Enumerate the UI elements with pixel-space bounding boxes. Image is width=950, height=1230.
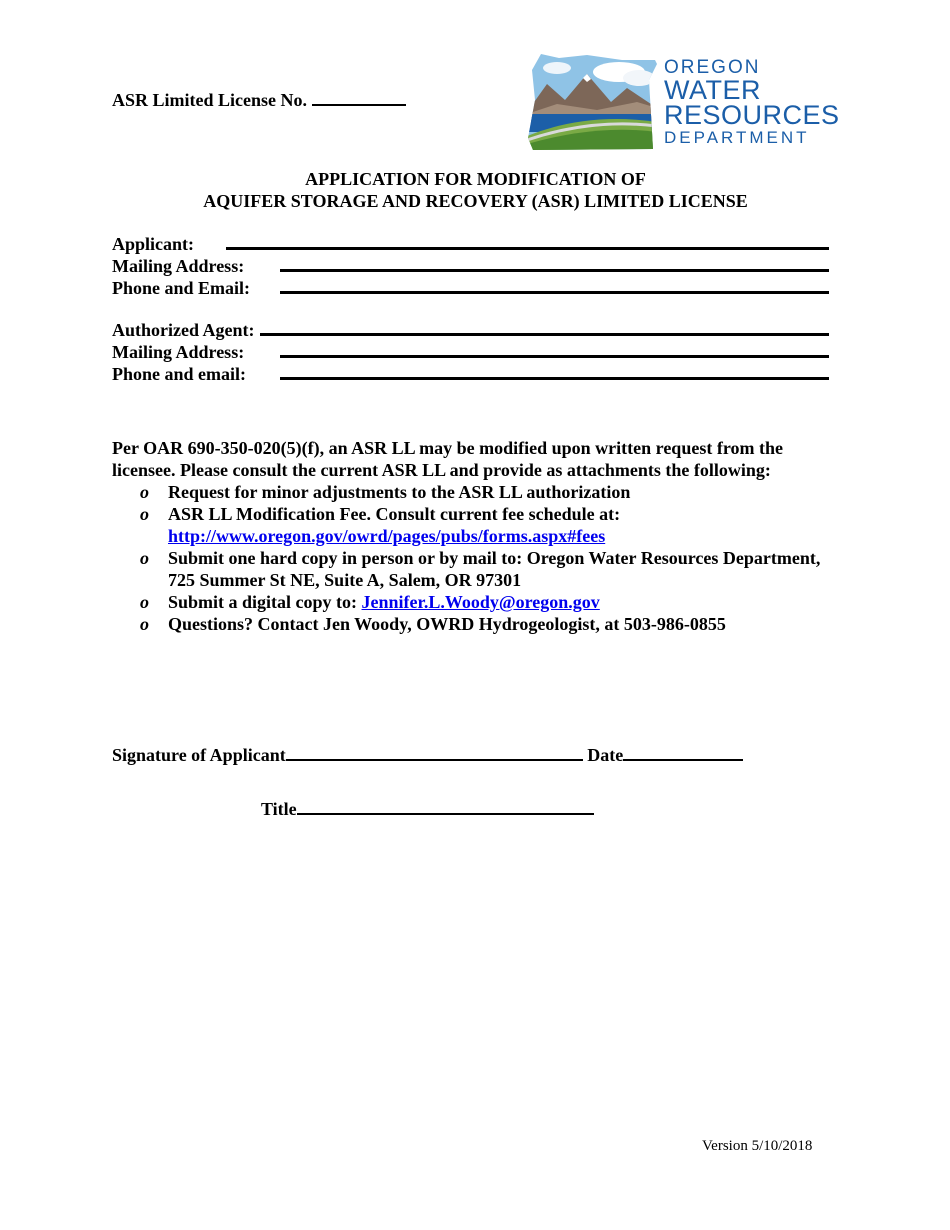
agent-mailing-address-label: Mailing Address: bbox=[112, 342, 245, 362]
logo-line-resources: RESOURCES bbox=[664, 100, 840, 130]
bullet-marker: o bbox=[140, 482, 149, 502]
title-input-line[interactable] bbox=[297, 799, 594, 815]
list-item bbox=[140, 547, 840, 591]
license-number-field bbox=[112, 89, 406, 111]
bullet-text: Submit a digital copy to: bbox=[168, 592, 362, 612]
logo-line-oregon: OREGON bbox=[664, 57, 761, 78]
logo-line-department: DEPARTMENT bbox=[664, 128, 810, 147]
list-item bbox=[140, 591, 840, 613]
list-item bbox=[140, 481, 840, 503]
license-number-blank[interactable] bbox=[312, 90, 406, 106]
logo-line-water: WATER bbox=[664, 75, 761, 105]
bullet-text: ASR LL Modification Fee. Consult current fee schedule at: bbox=[168, 504, 621, 524]
signature-label: Signature of Applicant bbox=[112, 745, 286, 765]
bullet-text: Questions? Contact Jen Woody, OWRD Hydrogeologist, at 503-986-0855 bbox=[168, 614, 726, 634]
title-label: Title bbox=[261, 799, 297, 819]
oregon-state-landscape-icon bbox=[527, 52, 657, 152]
applicant-mailing-address-label: Mailing Address: bbox=[112, 256, 245, 276]
applicant-phone-email-label: Phone and Email: bbox=[112, 278, 251, 298]
list-item bbox=[140, 503, 840, 547]
owrd-logo bbox=[527, 52, 840, 152]
applicant-label: Applicant: bbox=[112, 234, 195, 254]
license-number-label: ASR Limited License No. bbox=[112, 90, 307, 110]
email-link[interactable]: Jennifer.L.Woody@oregon.gov bbox=[361, 592, 600, 612]
applicant-phone-email-input-line[interactable] bbox=[280, 291, 829, 294]
agent-phone-email-label: Phone and email: bbox=[112, 364, 247, 384]
bullet-text: Submit one hard copy in person or by mail to: Oregon Water Resources Department, 725 Summer St NE, Suite A, Salem, OR 97301 bbox=[168, 548, 821, 590]
agent-phone-email-input-line[interactable] bbox=[280, 377, 829, 380]
list-item bbox=[140, 613, 840, 635]
bullet-marker: o bbox=[140, 548, 149, 568]
applicant-input-line[interactable] bbox=[226, 247, 829, 250]
bullet-text: Request for minor adjustments to the ASR LL authorization bbox=[168, 482, 631, 502]
date-label: Date bbox=[587, 745, 624, 765]
agent-mailing-address-input-line[interactable] bbox=[280, 355, 829, 358]
fee-schedule-link[interactable]: http://www.oregon.gov/owrd/pages/pubs/forms.aspx#fees bbox=[168, 526, 606, 546]
title-line-2: AQUIFER STORAGE AND RECOVERY (ASR) LIMITED LICENSE bbox=[203, 191, 748, 211]
authorized-agent-input-line[interactable] bbox=[260, 333, 829, 336]
title-row bbox=[261, 798, 594, 820]
instructions-intro: Per OAR 690-350-020(5)(f), an ASR LL may be modified upon written request from the licensee. Please consult the current ASR LL and provide as attachments the following: bbox=[112, 438, 783, 480]
title-line-1: APPLICATION FOR MODIFICATION OF bbox=[305, 169, 646, 189]
signature-row bbox=[112, 744, 743, 766]
date-input-line[interactable] bbox=[623, 745, 743, 761]
bullet-marker: o bbox=[140, 504, 149, 524]
applicant-mailing-address-input-line[interactable] bbox=[280, 269, 829, 272]
authorized-agent-label: Authorized Agent: bbox=[112, 320, 255, 340]
bullet-marker: o bbox=[140, 614, 149, 634]
version-text: Version 5/10/2018 bbox=[702, 1138, 813, 1154]
logo-wordmark bbox=[664, 58, 840, 148]
signature-input-line[interactable] bbox=[286, 745, 583, 761]
page-title bbox=[112, 168, 839, 212]
attachments-list bbox=[140, 481, 840, 635]
bullet-marker: o bbox=[140, 592, 149, 612]
